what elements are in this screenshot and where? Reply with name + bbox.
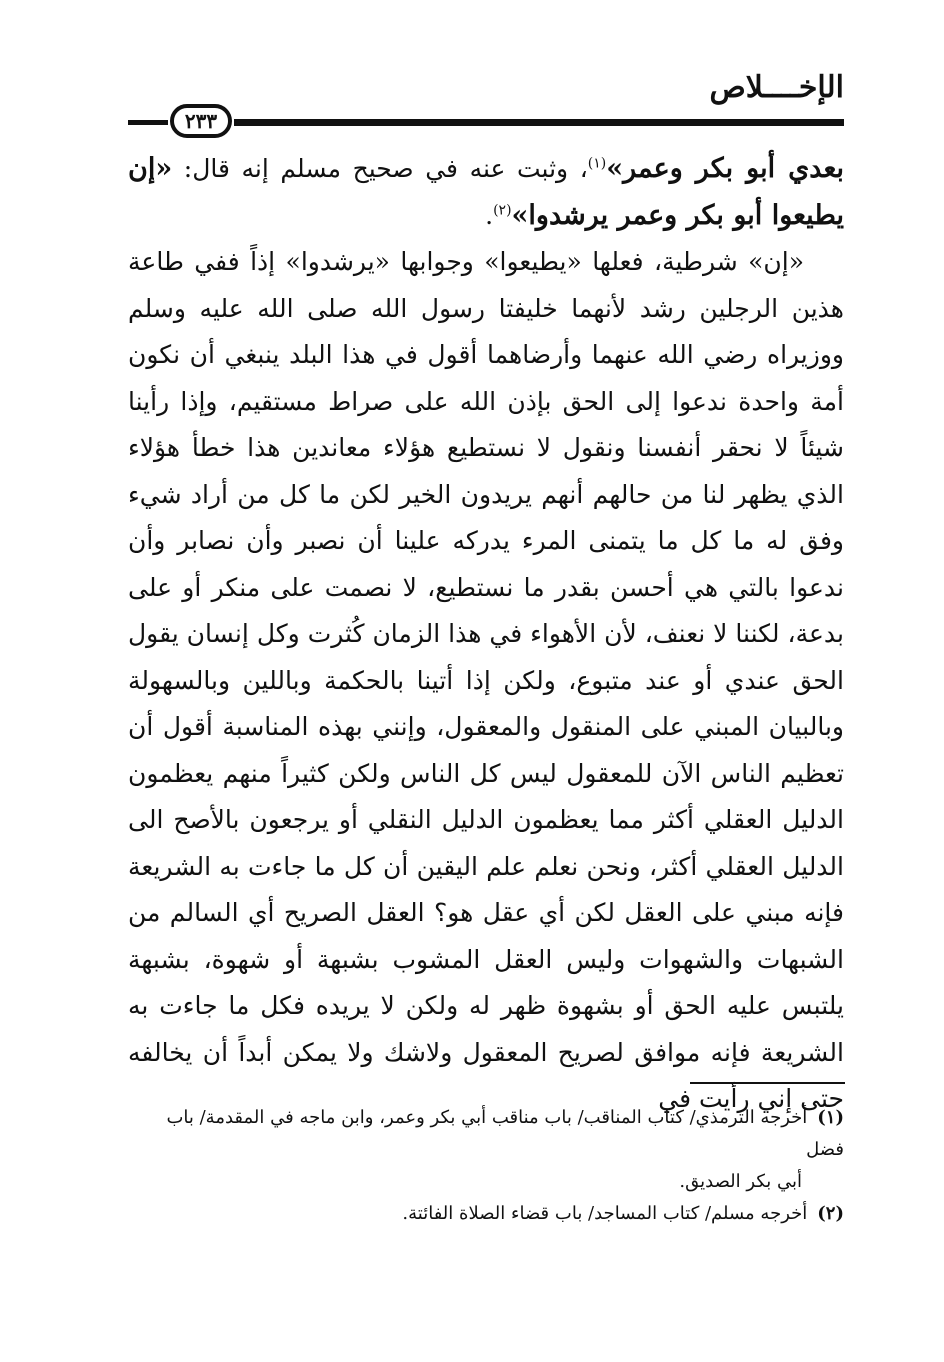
footnote-2-number: (٢) [817,1203,844,1224]
footnote-ref-1: (١) [587,155,607,172]
header-rule-left [128,120,168,125]
footnote-1-continuation: أبي بكر الصديق. [679,1171,802,1192]
main-text [128,146,844,1123]
footnote-2 [128,1198,844,1230]
footnote-ref-2: (٢) [493,202,512,219]
footnote-1 [128,1102,844,1166]
running-header-title: الإخــــلاص [709,70,844,105]
footnote-separator [690,1082,845,1084]
footnote-1-number: (١) [817,1107,844,1128]
paragraph-1-end: . [485,200,494,230]
page-number-badge: ٢٣٣ [170,104,232,138]
quote-bold-b: «إن يطيعوا أبو بكر وعمر يرشدوا» [128,153,844,231]
paragraph-1-mid: ، وثبت عنه في صحيح مسلم إنه قال: [172,154,588,183]
quote-bold-a: بعدي أبو بكر وعمر [623,153,844,184]
footnotes [128,1102,844,1230]
footnote-2-text: أخرجه مسلم/ كتاب المساجد/ باب قضاء الصلاة الفائتة. [402,1203,808,1224]
paragraph-1: بعدي أبو بكر وعمر»$^{(١)}$، وثبت عنه في صحيح مسلم إنه قال: «إن يطيعوا أبو بكر وعمر يرشدوا»$^{(٢)}$. [128,153,844,231]
paragraph-2: «إن» شرطية، فعلها «يطيعوا» وجوابها «يرشدوا» إذاً ففي طاعة هذين الرجلين رشد لأنهما خليفتا رسول الله صلى الله عليه وسلم ووزيراه رضي الله عنهما وأرضاهما أقول في هذا البلد ينبغي أن نكون أمة واحدة ندعوا إلى الحق بإذن الله على صراط مستقيم، وإذا رأينا شيئاً لا نحقر أنفسنا ونقول لا نستطيع هؤلاء معاندين هذا خطأ هؤلاء الذي يظهر لنا من حالهم أنهم يريدون الخير لكن ما كل من أراد شيء وفق له ما كل ما يتمنى المرء يدركه علينا أن نصبر وأن نصابر وأن ندعوا بالتي هي أحسن بقدر ما نستطيع، لا نصمت على منكر أو على بدعة، لكننا لا نعنف، لأن الأهواء في هذا الزمان كُثرت وكل إنسان يقول الحق عندي أو عند متبوع، ولكن إذا أتينا بالحكمة وباللين وبالسهولة وبالبيان المبني على المنقول والمعقول، وإنني بهذه المناسبة أقول أن تعظيم الناس الآن للمعقول ليس كل الناس ولكن كثيراً منهم يعظمون الدليل العقلي أكثر مما يعظمون الدليل النقلي أو يرجعون بالأصح الى الدليل العقلي أكثر، ونحن نعلم علم اليقين أن كل ما جاءت به الشريعة فإنه مبني على العقل لكن أي عقل هو؟ العقل الصريح أي السالم من الشبهات والشهوات وليس العقل المشوب بشبهة أو شهوة، بشبهة يلتبس عليه الحق أو بشهوة ظهر له ولكن لا يريده فكل ما جاءت به الشريعة فإنه موافق لصريح المعقول ولاشك ولا يمكن أبداً أن يخالفه حتى إني رأيت في [128,247,844,1113]
footnote-1-text: أخرجه الترمذي/ كتاب المناقب/ باب مناقب أبي بكر وعمر، وابن ماجه في المقدمة/ باب فضل [166,1107,844,1160]
header-rule [234,119,844,126]
